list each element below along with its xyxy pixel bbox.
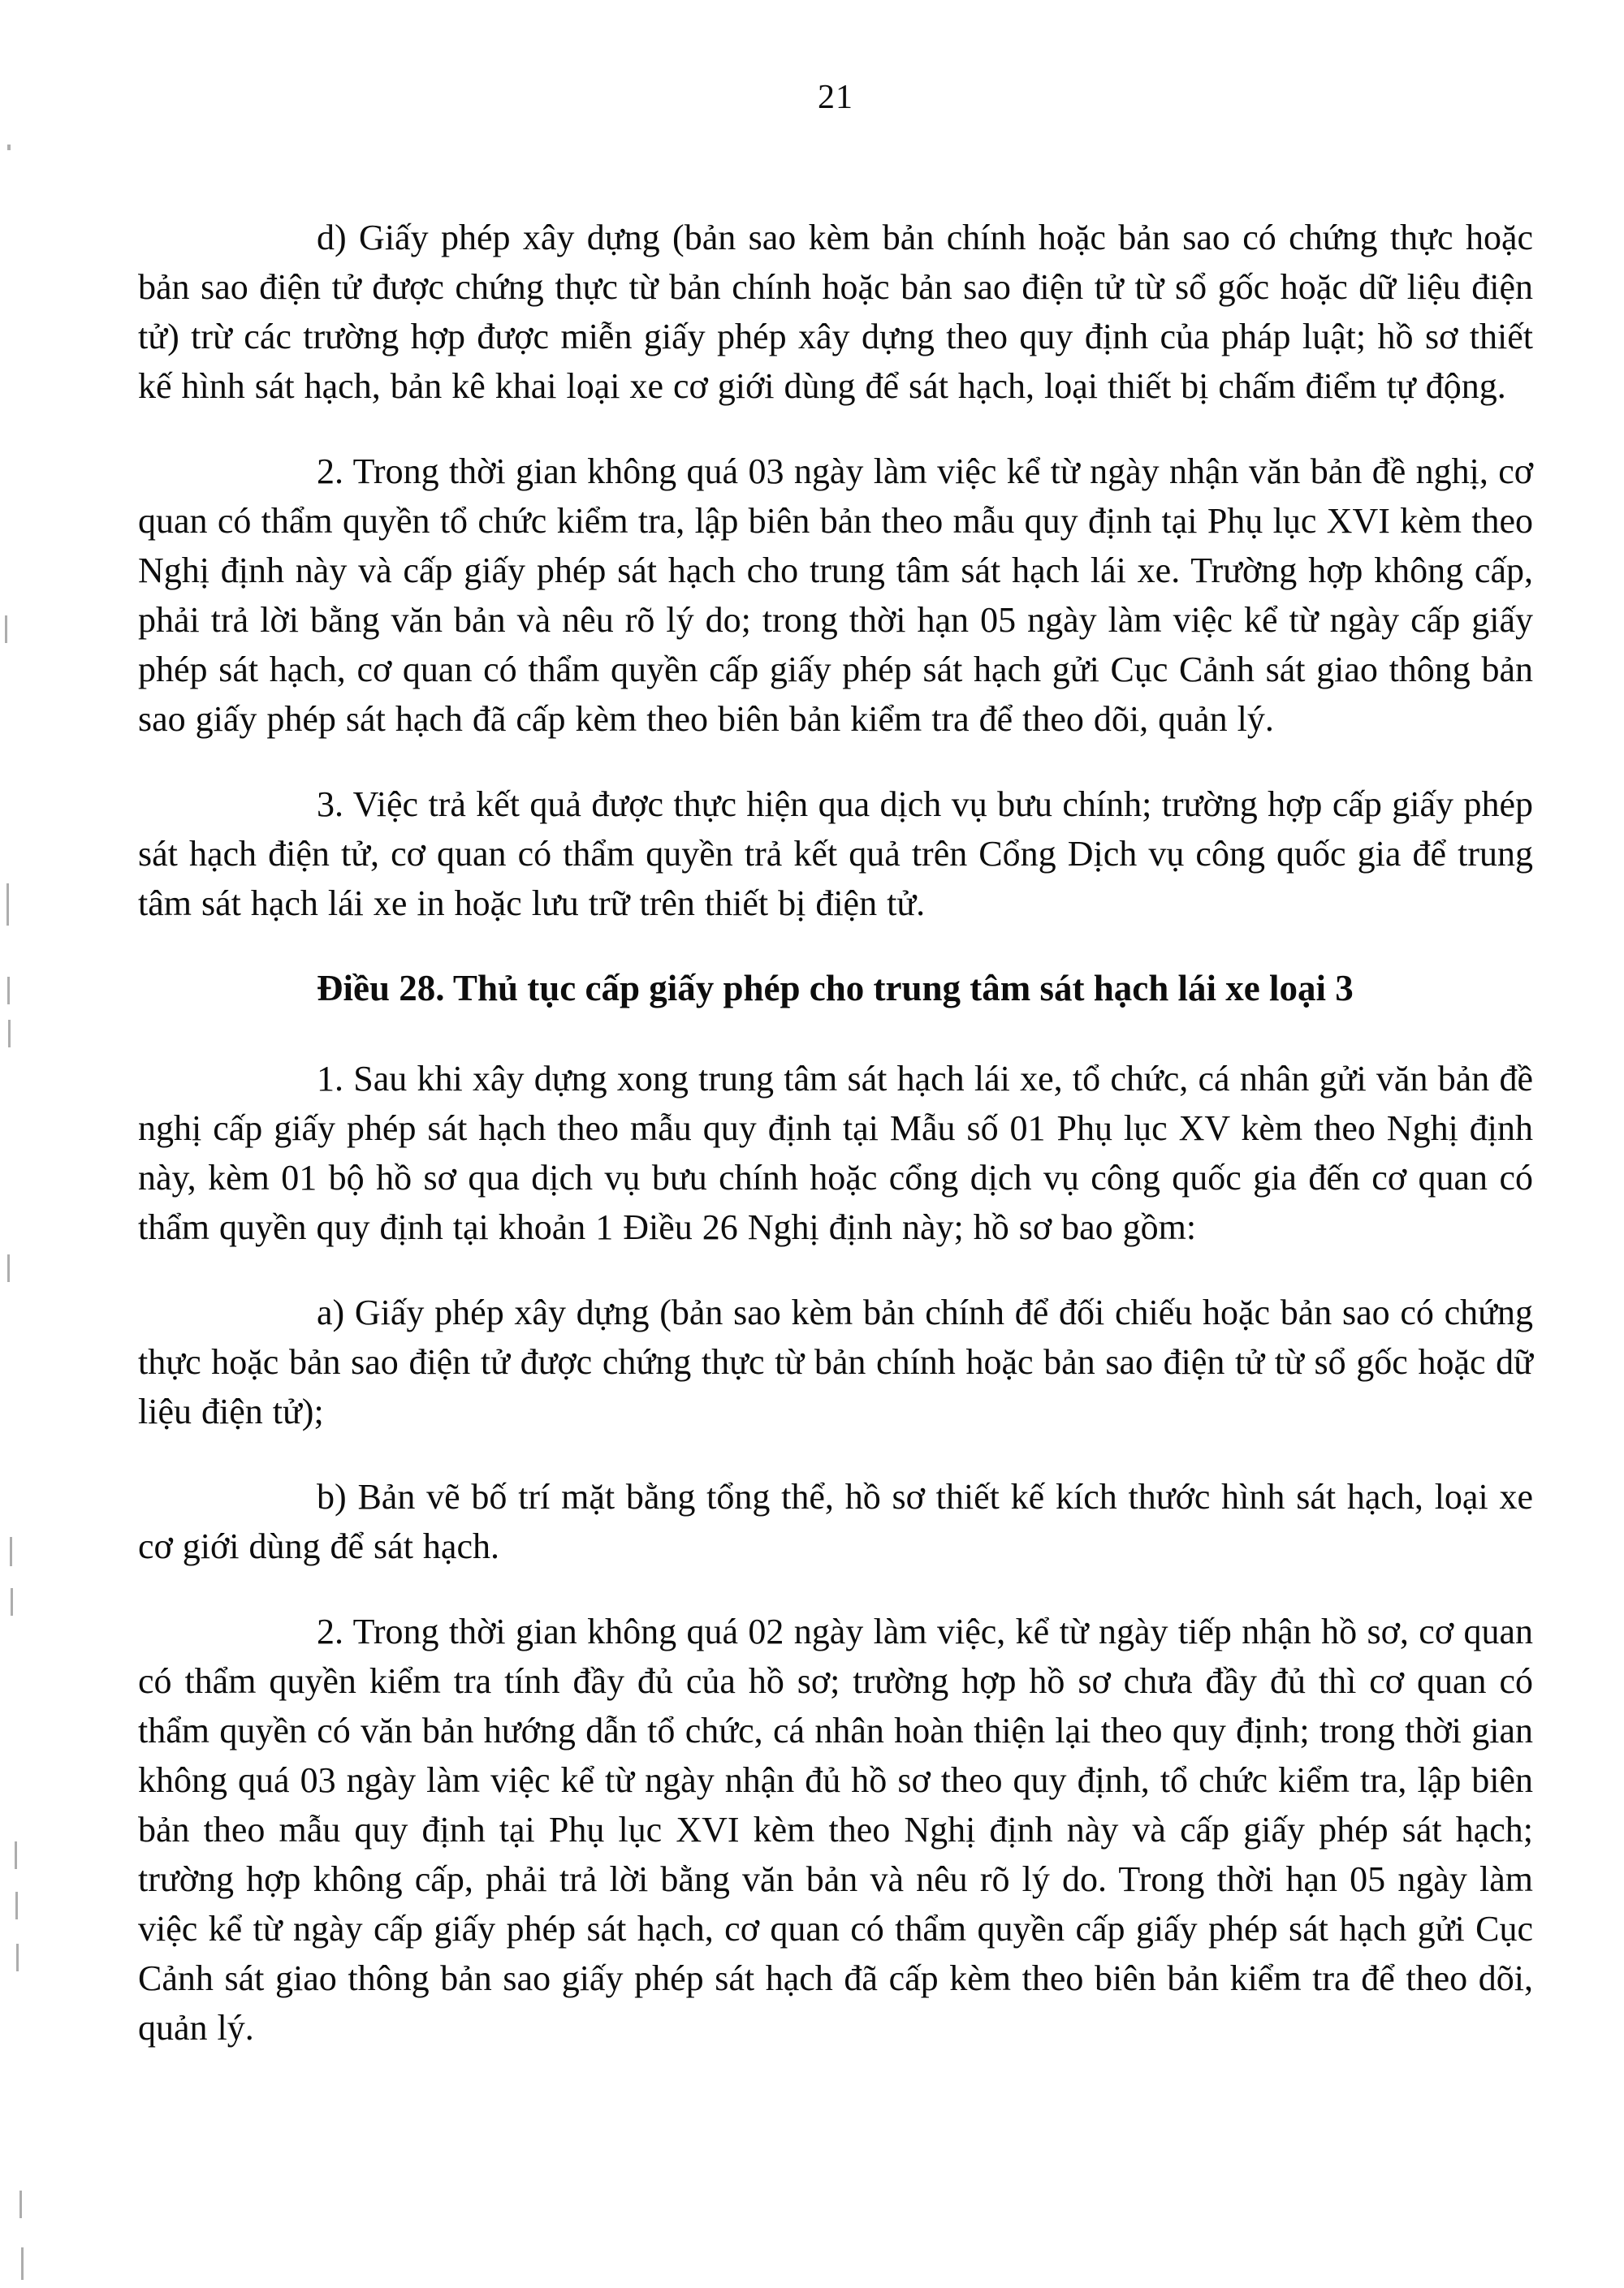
scan-artifact [10,1537,12,1566]
paragraph-2-thoi-gian-03-ngay: 2. Trong thời gian không quá 03 ngày làm việc kể từ ngày nhận văn bản đề nghị, cơ quan có thẩm quyền tổ chức kiểm tra, lập biên bản theo mẫu quy định tại Phụ lục XVI kèm theo Nghị định này và cấp giấy phép sát hạch cho trung tâm sát hạch lái xe. Trường hợp không cấp, phải trả lời bằng văn bản và nêu rõ lý do; trong thời hạn 05 ngày làm việc kể từ ngày cấp giấy phép sát hạch, cơ quan có thẩm quyền cấp giấy phép sát hạch gửi Cục Cảnh sát giao thông bản sao giấy phép sát hạch đã cấp kèm theo biên bản kiểm tra để theo dõi, quản lý. [138,451,1533,739]
page-number: 21 [818,79,853,116]
scan-artifact [7,1254,10,1282]
scan-artifact [5,615,7,643]
scan-artifact [7,977,10,1004]
scan-artifact [6,883,9,926]
paragraph-a-giay-phep-xay-dung: a) Giấy phép xây dựng (bản sao kèm bản chính để đối chiếu hoặc bản sao có chứng thực hoặc bản sao điện tử được chứng thực từ bản chính hoặc bản sao điện tử từ sổ gốc hoặc dữ liệu điện tử); [138,1293,1533,1431]
scan-artifact [11,1588,13,1616]
paragraph-b-ban-ve-bo-tri: b) Bản vẽ bố trí mặt bằng tổng thể, hồ sơ thiết kế kích thước hình sát hạch, loại xe cơ giới dùng để sát hạch. [138,1477,1533,1566]
scan-artifact [15,1892,18,1919]
scan-artifact [16,1944,19,1971]
paragraph-d-giay-phep-xay-dung: d) Giấy phép xây dựng (bản sao kèm bản chính hoặc bản sao có chứng thực hoặc bản sao điện tử được chứng thực từ bản chính hoặc bản sao điện tử từ sổ gốc hoặc dữ liệu điện tử) trừ các trường hợp được miễn giấy phép xây dựng theo quy định của pháp luật; hồ sơ thiết kế hình sát hạch, bản kê khai loại xe cơ giới dùng để sát hạch, loại thiết bị chấm điểm tự động. [138,218,1533,406]
article-28-heading: Điều 28. Thủ tục cấp giấy phép cho trung tâm sát hạch lái xe loại 3 [317,968,1354,1008]
paragraph-2-thoi-gian-02-ngay: 2. Trong thời gian không quá 02 ngày làm việc, kể từ ngày tiếp nhận hồ sơ, cơ quan có thẩm quyền kiểm tra tính đầy đủ của hồ sơ; trường hợp hồ sơ chưa đầy đủ thì cơ quan có thẩm quyền có văn bản hướng dẫn tổ chức, cá nhân hoàn thiện lại theo quy định; trong thời gian không quá 03 ngày làm việc kể từ ngày nhận đủ hồ sơ theo quy định, tổ chức kiểm tra, lập biên bản theo mẫu quy định tại Phụ lục XVI kèm theo Nghị định này và cấp giấy phép sát hạch; trường hợp không cấp, phải trả lời bằng văn bản và nêu rõ lý do. Trong thời hạn 05 ngày làm việc kể từ ngày cấp giấy phép sát hạch, cơ quan có thẩm quyền cấp giấy phép sát hạch gửi Cục Cảnh sát giao thông bản sao giấy phép sát hạch đã cấp kèm theo biên bản kiểm tra để theo dõi, quản lý. [138,1612,1533,2048]
paragraph-1-sau-khi-xay-dung: 1. Sau khi xây dựng xong trung tâm sát hạch lái xe, tổ chức, cá nhân gửi văn bản đề nghị cấp giấy phép sát hạch theo mẫu quy định tại Mẫu số 01 Phụ lục XV kèm theo Nghị định này, kèm 01 bộ hồ sơ qua dịch vụ bưu chính hoặc cổng dịch vụ công quốc gia đến cơ quan có thẩm quyền quy định tại khoản 1 Điều 26 Nghị định này; hồ sơ bao gồm: [138,1059,1533,1247]
page-content [138,78,1533,2088]
scan-artifact [19,2191,22,2218]
scan-artifact [8,1020,11,1047]
scan-artifact [21,2247,24,2280]
scan-artifact [15,1841,17,1869]
paragraph-3-tra-ket-qua: 3. Việc trả kết quả được thực hiện qua dịch vụ bưu chính; trường hợp cấp giấy phép sát hạch điện tử, cơ quan có thẩm quyền trả kết quả trên Cổng Dịch vụ công quốc gia để trung tâm sát hạch lái xe in hoặc lưu trữ trên thiết bị điện tử. [138,784,1533,923]
scan-artifact [7,145,11,150]
